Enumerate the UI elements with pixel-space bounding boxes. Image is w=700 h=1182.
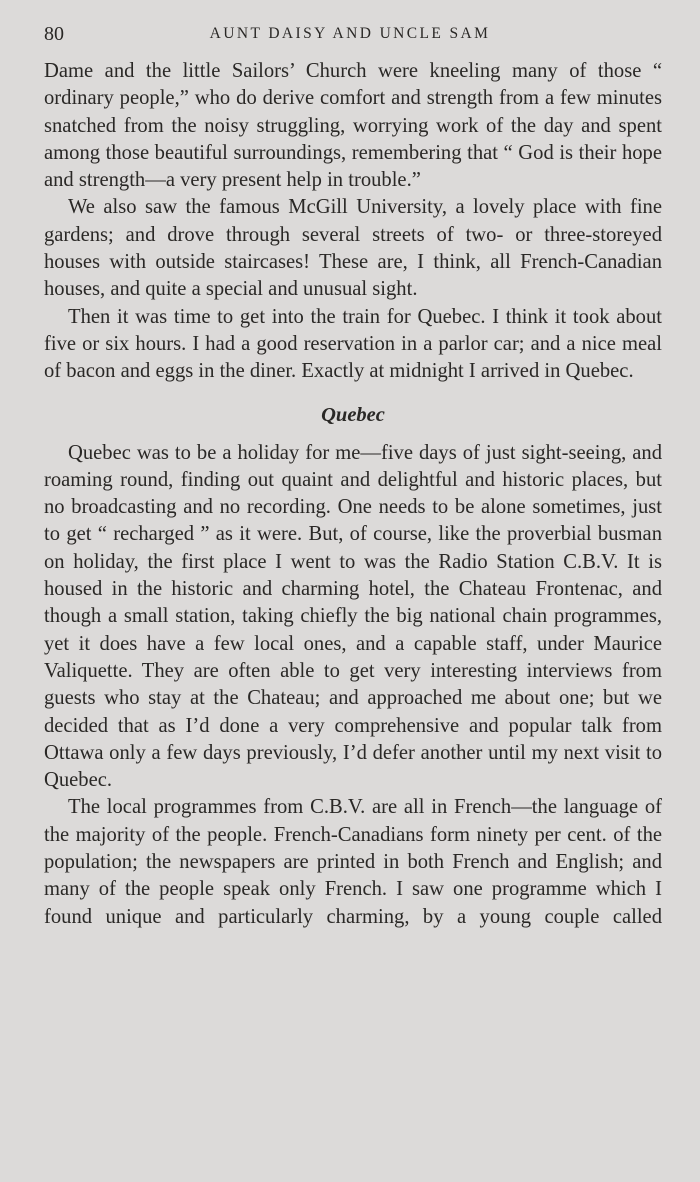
body-paragraph: Then it was time to get into the train for Quebec. I think it took about five or six hours. I had a good reservation in a parlor car; and a nice meal of bacon and eggs in the diner. Exactly at midnight I arrived in Quebec. xyxy=(44,305,662,383)
section-heading: Quebec xyxy=(321,403,385,426)
body-paragraph: Dame and the little Sailors’ Church were kneeling many of those “ ordinary people,” who do derive comfort and strength from a few minutes snatched from the noisy struggling, worrying work of the day and spent among those beautiful surroundings, remembering that “ God is their hope and strength—a very present help in trouble.” xyxy=(44,60,662,192)
body-paragraph: The local programmes from C.B.V. are all in French—the language of the majority of the people. French-Canadians form ninety per cent. of the population; the newspapers are printed in both French and English; and many of the people speak only French. I saw one programme which I found unique and particularly charming, by a young couple called xyxy=(44,796,662,928)
page-body xyxy=(44,58,662,931)
body-paragraph: We also saw the famous McGill University, a lovely place with fine gardens; and drove through several streets of two- or three-storeyed houses with outside staircases! These are, I think, all French-Canadian houses, and quite a special and unusual sight. xyxy=(44,196,662,301)
page-number: 80 xyxy=(44,23,64,45)
body-paragraph: Quebec was to be a holiday for me—five days of just sight-seeing, and roaming round, finding out quaint and delightful and historic places, but no broadcasting and no recording. One needs to be alone sometimes, just to get “ recharged ” as it were. But, of course, like the proverbial busman on holiday, the first place I went to was the Radio Station C.B.V. It is housed in the historic and charming hotel, the Chateau Frontenac, and though a small station, taking chiefly the big national chain programmes, yet it does have a few local ones, and a capable staff, under Maurice Valiquette. They are often able to get very interesting interviews from guests who stay at the Chateau; and approached me about one; but we decided that as I’d done a very comprehensive and popular talk from Ottawa only a few days previously, I’d defer another until my next visit to Quebec. xyxy=(44,441,662,792)
running-head: AUNT DAISY AND UNCLE SAM xyxy=(209,25,491,42)
